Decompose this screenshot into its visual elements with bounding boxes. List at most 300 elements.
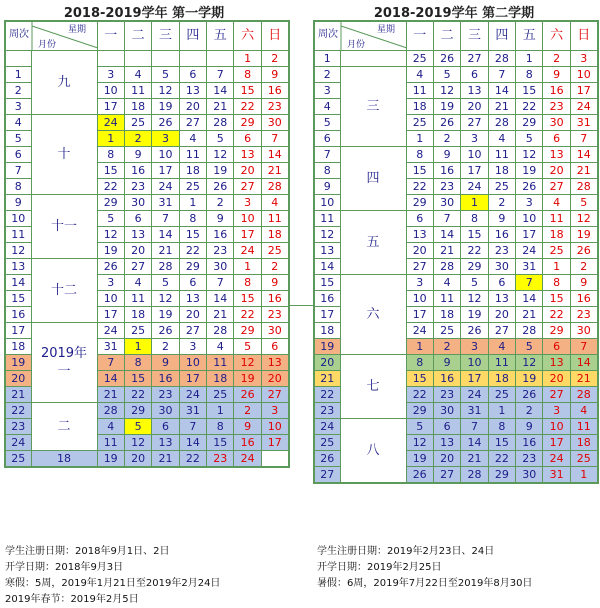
day-cell: 8 [543, 275, 570, 291]
day-cell: 13 [179, 291, 206, 307]
day-cell: 22 [488, 451, 515, 467]
day-cell: 6 [543, 131, 570, 147]
day-cell: 28 [516, 323, 543, 339]
day-cell: 11 [207, 355, 234, 371]
week-number: 6 [314, 131, 340, 147]
day-cell: 27 [461, 115, 488, 131]
day-cell: 27 [461, 51, 488, 67]
day-cell: 10 [234, 211, 261, 227]
day-cell: 3 [461, 131, 488, 147]
weekday-header: 五 [516, 21, 543, 51]
day-cell: 12 [406, 435, 433, 451]
week-number: 21 [314, 371, 340, 387]
day-cell: 30 [261, 115, 288, 131]
week-number: 25 [5, 451, 31, 468]
day-cell: 23 [543, 99, 570, 115]
day-cell: 5 [97, 211, 124, 227]
day-cell: 1 [543, 259, 570, 275]
week-number: 4 [5, 115, 31, 131]
day-cell: 10 [406, 291, 433, 307]
note-line: 2019年春节：2019年2月5日 [5, 594, 139, 605]
day-cell: 14 [433, 227, 460, 243]
week-number: 21 [5, 387, 31, 403]
day-cell: 25 [488, 387, 515, 403]
day-cell: 23 [207, 451, 234, 468]
day-cell: 19 [461, 307, 488, 323]
day-cell: 6 [179, 275, 206, 291]
day-cell: 1 [570, 467, 597, 484]
note-line: 学生注册日期：2018年9月1日、2日 [5, 546, 170, 557]
day-cell: 7 [152, 211, 179, 227]
month-label: 五 [340, 211, 406, 275]
day-cell: 27 [543, 179, 570, 195]
day-cell: 23 [207, 243, 234, 259]
day-cell: 12 [124, 435, 151, 451]
day-cell: 17 [97, 99, 124, 115]
day-cell: 24 [461, 387, 488, 403]
day-cell: 24 [516, 243, 543, 259]
day-cell: 10 [261, 419, 288, 435]
day-cell: 9 [234, 419, 261, 435]
day-cell: 30 [433, 195, 460, 211]
week-number: 2 [5, 83, 31, 99]
day-cell: 4 [261, 195, 288, 211]
day-cell: 10 [152, 147, 179, 163]
day-cell: 4 [488, 339, 515, 355]
day-cell: 1 [406, 339, 433, 355]
day-cell: 14 [261, 147, 288, 163]
week-row [314, 275, 598, 291]
day-cell: 5 [516, 339, 543, 355]
day-cell: 1 [124, 339, 151, 355]
day-cell: 12 [207, 147, 234, 163]
day-cell: 11 [124, 291, 151, 307]
day-cell: 4 [124, 67, 151, 83]
week-number: 17 [314, 307, 340, 323]
month-label: 七 [340, 355, 406, 419]
day-cell: 25 [406, 51, 433, 67]
day-cell: 24 [97, 323, 124, 339]
day-cell: 16 [570, 291, 597, 307]
day-cell: 28 [570, 179, 597, 195]
day-cell: 6 [406, 211, 433, 227]
day-cell: 26 [207, 179, 234, 195]
semester1-notes [5, 544, 220, 608]
weekday-header: 日 [570, 21, 597, 51]
day-cell: 14 [570, 355, 597, 371]
day-cell: 21 [152, 451, 179, 468]
week-number: 11 [5, 227, 31, 243]
day-cell: 2 [488, 195, 515, 211]
day-cell: 9 [207, 211, 234, 227]
day-cell: 23 [516, 451, 543, 467]
week-number: 15 [314, 275, 340, 291]
note-line: 寒假：5周，2019年1月21日至2019年2月24日 [5, 578, 221, 589]
weekday-header: 一 [97, 21, 124, 51]
day-cell: 13 [433, 435, 460, 451]
day-cell: 16 [207, 227, 234, 243]
month-label: 六 [340, 275, 406, 355]
week-number: 18 [5, 339, 31, 355]
day-cell: 19 [207, 163, 234, 179]
day-cell: 27 [543, 387, 570, 403]
day-cell: 24 [179, 387, 206, 403]
week-number: 12 [314, 227, 340, 243]
day-cell: 2 [234, 403, 261, 419]
day-cell: 17 [179, 371, 206, 387]
weekday-header: 六 [543, 21, 570, 51]
day-cell: 15 [234, 291, 261, 307]
day-cell: 5 [433, 67, 460, 83]
day-cell: 17 [152, 163, 179, 179]
day-cell: 26 [152, 323, 179, 339]
day-cell: 22 [406, 387, 433, 403]
day-cell: 18 [570, 435, 597, 451]
day-cell: 27 [234, 179, 261, 195]
week-row [5, 51, 289, 67]
day-cell: 7 [461, 419, 488, 435]
day-cell: 18 [207, 371, 234, 387]
weekday-header: 四 [179, 21, 206, 51]
day-cell: 29 [406, 195, 433, 211]
day-cell: 28 [261, 179, 288, 195]
day-cell: 28 [207, 323, 234, 339]
day-cell: 21 [488, 99, 515, 115]
day-cell: 29 [488, 467, 515, 484]
week-number: 20 [314, 355, 340, 371]
week-number: 14 [5, 275, 31, 291]
week-number: 20 [5, 371, 31, 387]
day-cell: 29 [234, 323, 261, 339]
week-number: 19 [5, 355, 31, 371]
day-cell: 6 [433, 419, 460, 435]
day-cell: 10 [570, 67, 597, 83]
day-cell: 8 [516, 67, 543, 83]
day-cell: 9 [261, 67, 288, 83]
day-cell: 17 [461, 371, 488, 387]
day-cell: 24 [152, 179, 179, 195]
day-cell: 10 [179, 355, 206, 371]
day-cell: 24 [543, 451, 570, 467]
day-cell: 8 [207, 419, 234, 435]
day-cell: 6 [488, 275, 515, 291]
day-cell: 4 [406, 67, 433, 83]
semester1-calendar [4, 20, 290, 468]
corner-header [314, 21, 406, 51]
month-label: 三 [340, 67, 406, 147]
day-cell: 12 [152, 83, 179, 99]
week-number: 18 [314, 323, 340, 339]
day-cell: 26 [97, 259, 124, 275]
day-cell: 5 [234, 339, 261, 355]
day-cell: 22 [179, 451, 206, 468]
note-line: 开学日期：2018年9月3日 [5, 562, 124, 573]
day-cell: 8 [234, 275, 261, 291]
week-number: 26 [314, 451, 340, 467]
day-cell: 31 [97, 339, 124, 355]
day-cell: 5 [207, 131, 234, 147]
day-cell: 4 [97, 419, 124, 435]
day-cell: 2 [433, 131, 460, 147]
day-cell: 16 [488, 227, 515, 243]
week-number: 10 [314, 195, 340, 211]
day-cell: 29 [179, 259, 206, 275]
day-cell: 21 [261, 163, 288, 179]
month-label: 九 [31, 51, 97, 115]
day-cell: 11 [488, 355, 515, 371]
semester2-notes [317, 544, 532, 592]
day-cell: 29 [124, 403, 151, 419]
day-cell: 5 [124, 419, 151, 435]
month-label: 八 [340, 419, 406, 484]
day-cell: 20 [124, 451, 151, 468]
day-cell: 8 [461, 211, 488, 227]
day-cell: 28 [488, 115, 515, 131]
day-cell: 20 [179, 307, 206, 323]
day-cell: 18 [124, 99, 151, 115]
day-cell: 25 [433, 323, 460, 339]
day-cell: 24 [97, 115, 124, 131]
day-cell: 31 [570, 115, 597, 131]
day-cell: 8 [406, 147, 433, 163]
day-cell: 5 [152, 275, 179, 291]
day-cell: 25 [488, 179, 515, 195]
note-line: 学生注册日期：2019年2月23日、24日 [317, 546, 495, 557]
week-number: 17 [5, 323, 31, 339]
day-cell: 22 [179, 243, 206, 259]
day-cell: 13 [261, 355, 288, 371]
day-cell: 18 [488, 371, 515, 387]
week-row [5, 115, 289, 131]
week-number: 3 [314, 83, 340, 99]
day-cell: 14 [207, 83, 234, 99]
day-cell: 15 [543, 291, 570, 307]
day-cell: 12 [570, 211, 597, 227]
day-cell: 20 [543, 371, 570, 387]
day-cell: 17 [543, 435, 570, 451]
day-cell: 13 [406, 227, 433, 243]
day-cell: 18 [261, 227, 288, 243]
day-cell: 30 [433, 403, 460, 419]
week-number [5, 51, 31, 67]
day-cell: 6 [461, 67, 488, 83]
corner-weekday-label: 星期 [68, 25, 87, 35]
day-cell: 30 [124, 195, 151, 211]
day-cell: 4 [570, 403, 597, 419]
day-cell: 18 [433, 307, 460, 323]
day-cell: 28 [488, 51, 515, 67]
day-cell: 25 [570, 451, 597, 467]
day-cell: 25 [124, 323, 151, 339]
week-number: 24 [314, 419, 340, 435]
day-cell: 21 [97, 387, 124, 403]
day-cell: 16 [124, 163, 151, 179]
day-cell: 2 [516, 403, 543, 419]
day-cell: 21 [570, 371, 597, 387]
day-cell: 29 [543, 323, 570, 339]
day-cell: 20 [234, 163, 261, 179]
weekday-header: 三 [461, 21, 488, 51]
day-cell: 18 [124, 307, 151, 323]
semester2-title: 2018-2019学年 第二学期 [373, 6, 535, 21]
week-number: 25 [314, 435, 340, 451]
corner-weekday-label: 星期 [377, 25, 396, 35]
day-cell: 18 [488, 163, 515, 179]
day-cell: 3 [179, 339, 206, 355]
day-cell: 8 [179, 211, 206, 227]
day-cell: 25 [179, 179, 206, 195]
day-cell: 28 [461, 467, 488, 484]
day-cell: 14 [152, 227, 179, 243]
day-cell: 29 [461, 259, 488, 275]
day-cell: 26 [406, 467, 433, 484]
week-number: 8 [5, 179, 31, 195]
day-cell: 7 [261, 131, 288, 147]
day-cell [152, 51, 179, 67]
month-label: 四 [340, 147, 406, 211]
day-cell: 9 [433, 355, 460, 371]
day-cell: 2 [124, 131, 151, 147]
day-cell [97, 51, 124, 67]
week-number: 7 [314, 147, 340, 163]
day-cell: 13 [124, 227, 151, 243]
day-cell: 9 [261, 275, 288, 291]
week-row [5, 451, 289, 468]
day-cell: 5 [406, 419, 433, 435]
day-cell: 22 [406, 179, 433, 195]
week-number: 24 [5, 435, 31, 451]
week-number: 16 [314, 291, 340, 307]
week-number: 12 [5, 243, 31, 259]
day-cell: 27 [179, 323, 206, 339]
day-cell: 30 [152, 403, 179, 419]
day-cell: 19 [516, 163, 543, 179]
day-cell: 22 [461, 243, 488, 259]
week-number: 9 [5, 195, 31, 211]
day-cell: 21 [570, 163, 597, 179]
day-cell: 18 [179, 163, 206, 179]
day-cell: 19 [234, 371, 261, 387]
day-cell: 9 [152, 355, 179, 371]
day-cell: 8 [97, 147, 124, 163]
day-cell: 23 [433, 179, 460, 195]
day-cell: 8 [488, 419, 515, 435]
day-cell: 9 [516, 419, 543, 435]
day-cell: 11 [261, 211, 288, 227]
day-cell: 31 [461, 403, 488, 419]
day-cell: 1 [488, 403, 515, 419]
day-cell: 15 [179, 227, 206, 243]
weekday-header: 五 [207, 21, 234, 51]
day-cell: 2 [433, 339, 460, 355]
day-cell: 19 [152, 307, 179, 323]
day-cell: 11 [97, 435, 124, 451]
day-cell: 14 [570, 147, 597, 163]
day-cell: 13 [461, 83, 488, 99]
day-cell: 18 [543, 227, 570, 243]
day-cell: 21 [461, 451, 488, 467]
day-cell: 27 [179, 115, 206, 131]
day-cell: 7 [207, 67, 234, 83]
day-cell: 7 [570, 131, 597, 147]
week-number: 11 [314, 211, 340, 227]
day-cell: 13 [543, 355, 570, 371]
day-cell: 1 [179, 195, 206, 211]
day-cell: 23 [152, 387, 179, 403]
day-cell: 14 [488, 83, 515, 99]
day-cell: 27 [261, 387, 288, 403]
day-cell: 6 [152, 419, 179, 435]
day-cell: 3 [543, 403, 570, 419]
day-cell: 28 [207, 115, 234, 131]
day-cell: 30 [570, 323, 597, 339]
day-cell: 14 [461, 435, 488, 451]
day-cell: 25 [124, 115, 151, 131]
day-cell: 4 [124, 275, 151, 291]
day-cell: 20 [261, 371, 288, 387]
day-cell: 5 [152, 67, 179, 83]
day-cell: 25 [406, 115, 433, 131]
day-cell: 19 [433, 99, 460, 115]
day-cell: 22 [543, 307, 570, 323]
week-number: 16 [5, 307, 31, 323]
day-cell: 16 [433, 371, 460, 387]
day-cell: 6 [234, 131, 261, 147]
day-cell: 7 [570, 339, 597, 355]
day-cell: 28 [152, 259, 179, 275]
day-cell: 20 [543, 163, 570, 179]
day-cell: 26 [516, 387, 543, 403]
month-label [340, 51, 406, 67]
day-cell: 5 [570, 195, 597, 211]
day-cell: 16 [234, 435, 261, 451]
day-cell: 9 [124, 147, 151, 163]
day-cell: 31 [152, 195, 179, 211]
week-number: 8 [314, 163, 340, 179]
day-cell: 16 [433, 163, 460, 179]
weekday-header: 二 [433, 21, 460, 51]
week-number: 15 [5, 291, 31, 307]
day-cell: 3 [570, 51, 597, 67]
week-number: 9 [314, 179, 340, 195]
weekday-header: 日 [261, 21, 288, 51]
day-cell: 13 [152, 435, 179, 451]
week-number: 19 [314, 339, 340, 355]
week-number: 14 [314, 259, 340, 275]
week-number: 23 [314, 403, 340, 419]
week-number: 22 [5, 403, 31, 419]
day-cell: 3 [97, 67, 124, 83]
day-cell: 7 [488, 67, 515, 83]
day-cell: 3 [97, 275, 124, 291]
month-label: 十二 [31, 259, 97, 323]
week-row [5, 403, 289, 419]
day-cell: 31 [516, 259, 543, 275]
week-number: 5 [5, 131, 31, 147]
day-cell [179, 51, 206, 67]
day-cell: 16 [261, 83, 288, 99]
day-cell: 13 [488, 291, 515, 307]
week-number: 22 [314, 387, 340, 403]
month-label: 二 [31, 403, 97, 451]
day-cell: 6 [124, 211, 151, 227]
week-row [314, 355, 598, 371]
day-cell: 11 [433, 291, 460, 307]
day-cell: 30 [543, 115, 570, 131]
day-cell: 12 [516, 147, 543, 163]
semester2-calendar [313, 20, 599, 484]
day-cell: 24 [570, 99, 597, 115]
